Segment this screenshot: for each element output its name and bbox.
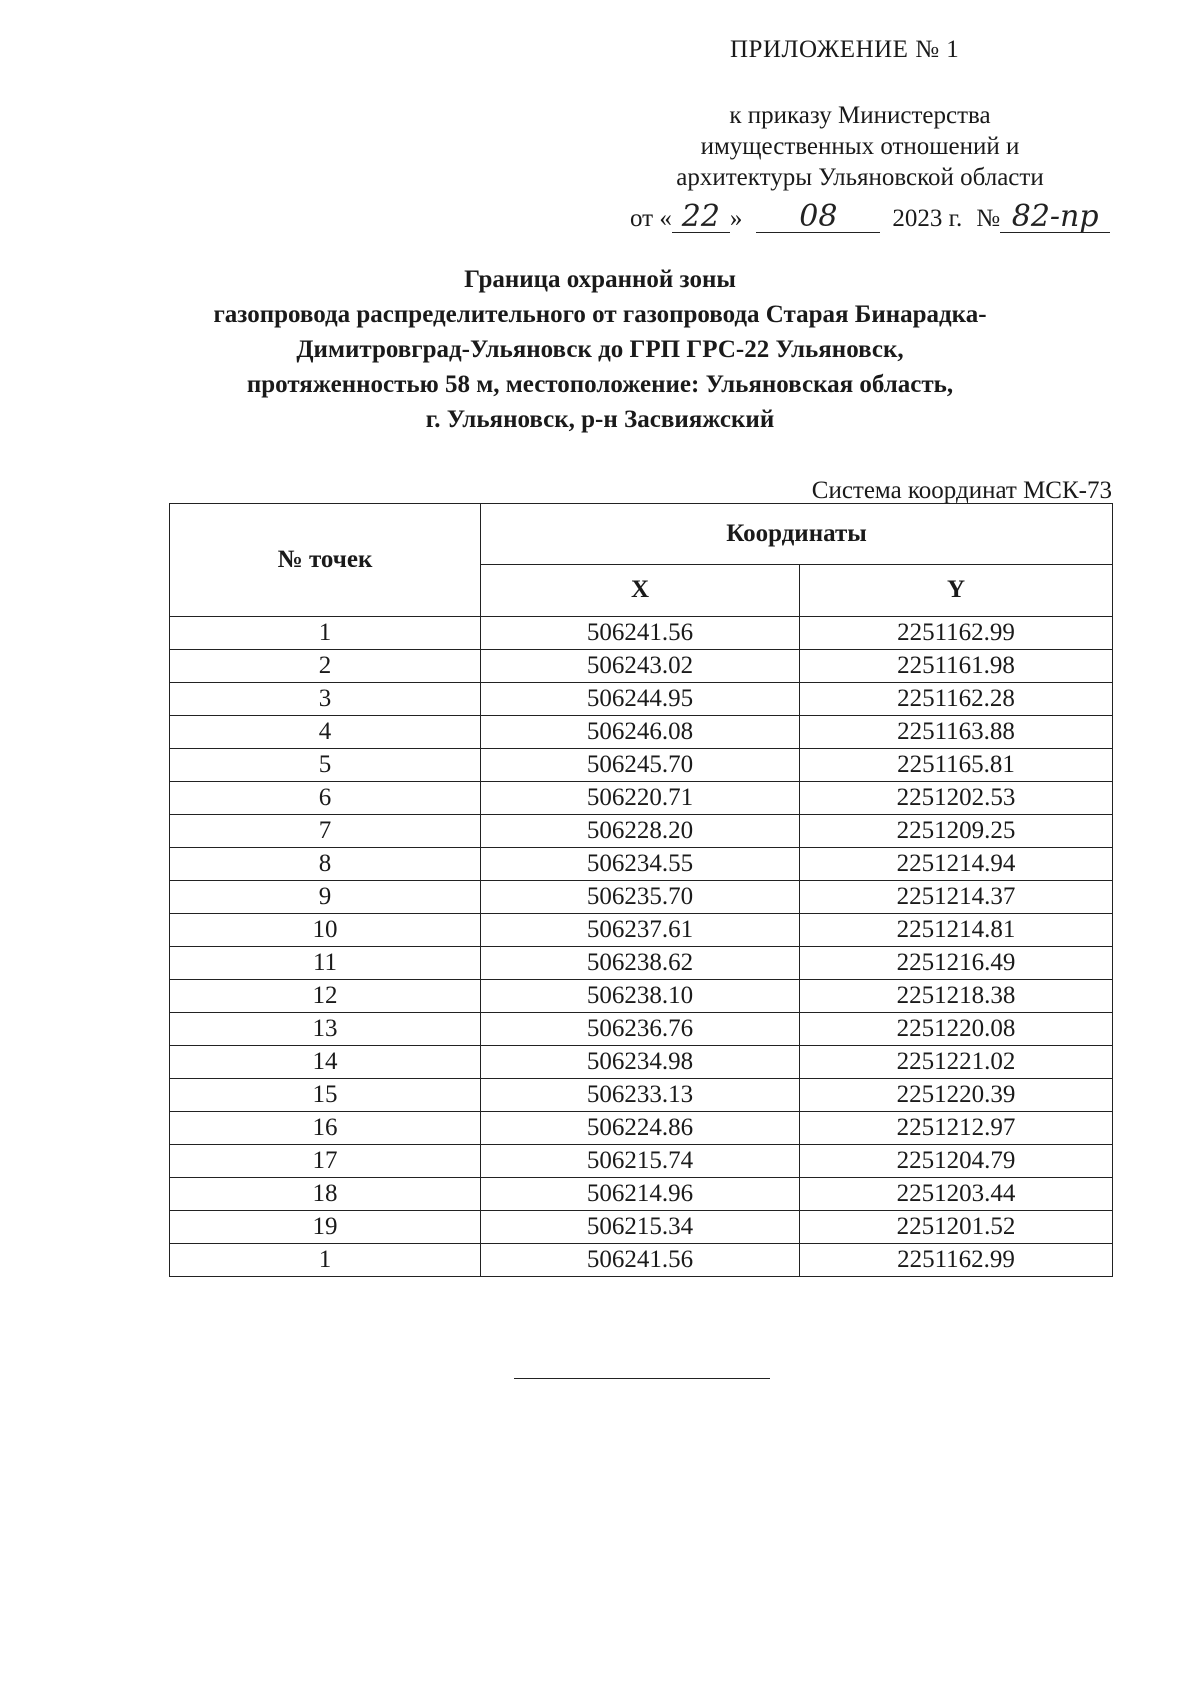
y-coordinate-cell: 2251221.02 [800, 1046, 1113, 1079]
point-number-cell: 11 [170, 947, 481, 980]
point-number-cell: 7 [170, 815, 481, 848]
x-coordinate-cell: 506244.95 [481, 683, 800, 716]
x-coordinate-cell: 506215.34 [481, 1211, 800, 1244]
x-coordinate-cell: 506220.71 [481, 782, 800, 815]
order-line: имущественных отношений и [700, 133, 1020, 160]
title-line: Димитровград-Ульяновск до ГРП ГРС-22 Ульяновск, [296, 336, 904, 363]
x-coordinate-cell: 506236.76 [481, 1013, 800, 1046]
header-y: Y [800, 564, 1113, 616]
y-coordinate-cell: 2251209.25 [800, 815, 1113, 848]
table-row [170, 1112, 1113, 1145]
header-point-number: № точек [170, 504, 481, 617]
x-coordinate-cell: 506234.55 [481, 848, 800, 881]
table-row [170, 848, 1113, 881]
x-coordinate-cell: 506228.20 [481, 815, 800, 848]
point-number-cell: 19 [170, 1211, 481, 1244]
table-row [170, 716, 1113, 749]
x-coordinate-cell: 506238.62 [481, 947, 800, 980]
table-row [170, 881, 1113, 914]
y-coordinate-cell: 2251202.53 [800, 782, 1113, 815]
document-title [100, 262, 1100, 437]
order-line: архитектуры Ульяновской области [676, 164, 1044, 191]
order-number-prefix: № [976, 205, 1001, 232]
point-number-cell: 10 [170, 914, 481, 947]
y-coordinate-cell: 2251204.79 [800, 1145, 1113, 1178]
date-day-handwritten: 22 [672, 202, 730, 233]
coordinates-table [169, 503, 1113, 1277]
point-number-cell: 17 [170, 1145, 481, 1178]
table-row [170, 1013, 1113, 1046]
table-row [170, 650, 1113, 683]
x-coordinate-cell: 506243.02 [481, 650, 800, 683]
date-mid: » [729, 205, 743, 232]
x-coordinate-cell: 506233.13 [481, 1079, 800, 1112]
order-date-line [630, 199, 1110, 234]
y-coordinate-cell: 2251165.81 [800, 749, 1113, 782]
x-coordinate-cell: 506234.98 [481, 1046, 800, 1079]
x-coordinate-cell: 506235.70 [481, 881, 800, 914]
table-row [170, 1046, 1113, 1079]
coordinate-system-label: Система координат МСК-73 [811, 477, 1112, 504]
point-number-cell: 8 [170, 848, 481, 881]
order-line: к приказу Министерства [729, 102, 991, 129]
point-number-cell: 5 [170, 749, 481, 782]
table-row [170, 914, 1113, 947]
title-line: протяженностью 58 м, местоположение: Ульяновская область, [246, 371, 954, 398]
title-line: Граница охранной зоны [464, 266, 736, 293]
x-coordinate-cell: 506214.96 [481, 1178, 800, 1211]
table-row [170, 947, 1113, 980]
date-month-handwritten: 08 [756, 202, 880, 233]
table-row [170, 1178, 1113, 1211]
y-coordinate-cell: 2251214.37 [800, 881, 1113, 914]
y-coordinate-cell: 2251161.98 [800, 650, 1113, 683]
title-line: г. Ульяновск, р-н Засвияжский [425, 406, 775, 433]
table-row [170, 1211, 1113, 1244]
appendix-title: ПРИЛОЖЕНИЕ № 1 [730, 36, 960, 63]
header-coordinates: Координаты [481, 504, 1113, 565]
y-coordinate-cell: 2251203.44 [800, 1178, 1113, 1211]
coordinates-table-body [170, 617, 1113, 1277]
point-number-cell: 13 [170, 1013, 481, 1046]
table-row [170, 980, 1113, 1013]
y-coordinate-cell: 2251218.38 [800, 980, 1113, 1013]
date-year: 2023 г. [892, 205, 963, 232]
table-row [170, 815, 1113, 848]
x-coordinate-cell: 506245.70 [481, 749, 800, 782]
point-number-cell: 14 [170, 1046, 481, 1079]
y-coordinate-cell: 2251162.99 [800, 617, 1113, 650]
x-coordinate-cell: 506241.56 [481, 1244, 800, 1277]
x-coordinate-cell: 506238.10 [481, 980, 800, 1013]
x-coordinate-cell: 506215.74 [481, 1145, 800, 1178]
table-row [170, 749, 1113, 782]
point-number-cell: 16 [170, 1112, 481, 1145]
point-number-cell: 2 [170, 650, 481, 683]
y-coordinate-cell: 2251212.97 [800, 1112, 1113, 1145]
date-prefix: от « [630, 205, 672, 232]
x-coordinate-cell: 506241.56 [481, 617, 800, 650]
point-number-cell: 3 [170, 683, 481, 716]
table-row [170, 1145, 1113, 1178]
point-number-cell: 12 [170, 980, 481, 1013]
point-number-cell: 18 [170, 1178, 481, 1211]
point-number-cell: 15 [170, 1079, 481, 1112]
y-coordinate-cell: 2251216.49 [800, 947, 1113, 980]
y-coordinate-cell: 2251201.52 [800, 1211, 1113, 1244]
closing-rule [514, 1378, 770, 1379]
title-line: газопровода распределительного от газопровода Старая Бинарадка- [213, 301, 987, 328]
y-coordinate-cell: 2251163.88 [800, 716, 1113, 749]
table-row [170, 683, 1113, 716]
order-reference [600, 100, 1120, 193]
point-number-cell: 1 [170, 617, 481, 650]
x-coordinate-cell: 506224.86 [481, 1112, 800, 1145]
order-number-handwritten: 82-пр [1000, 202, 1110, 233]
point-number-cell: 1 [170, 1244, 481, 1277]
table-row [170, 782, 1113, 815]
table-row [170, 1244, 1113, 1277]
point-number-cell: 6 [170, 782, 481, 815]
table-row [170, 617, 1113, 650]
x-coordinate-cell: 506237.61 [481, 914, 800, 947]
y-coordinate-cell: 2251214.94 [800, 848, 1113, 881]
y-coordinate-cell: 2251162.28 [800, 683, 1113, 716]
point-number-cell: 9 [170, 881, 481, 914]
x-coordinate-cell: 506246.08 [481, 716, 800, 749]
y-coordinate-cell: 2251162.99 [800, 1244, 1113, 1277]
header-x: X [481, 564, 800, 616]
point-number-cell: 4 [170, 716, 481, 749]
y-coordinate-cell: 2251220.08 [800, 1013, 1113, 1046]
y-coordinate-cell: 2251220.39 [800, 1079, 1113, 1112]
y-coordinate-cell: 2251214.81 [800, 914, 1113, 947]
table-row [170, 1079, 1113, 1112]
